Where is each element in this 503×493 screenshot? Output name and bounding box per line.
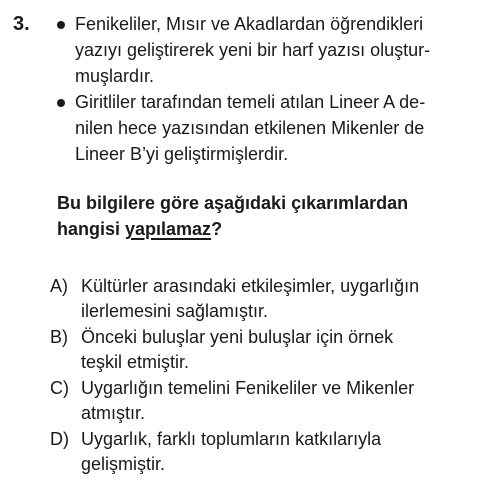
option-a-line-2: ilerlemesini sağlamıştır. <box>81 301 269 321</box>
bullet-1-line-1: Fenikeliler, Mısır ve Akadlardan öğrendikleri <box>75 14 424 34</box>
option-b-text <box>81 325 500 375</box>
info-bullet-1 <box>57 11 497 89</box>
prompt-line-1: Bu bilgilere göre aşağıdaki çıkarımlardan <box>57 193 409 213</box>
option-c-line-2: atmıştır. <box>81 403 146 423</box>
bullet-2-line-1: Giritliler tarafından temeli atılan Lineer A de- <box>75 92 426 112</box>
option-a-line-1: Kültürler arasındaki etkileşimler, uygarlığın <box>81 276 420 296</box>
prompt-keyword: yapılamaz <box>125 219 212 239</box>
answer-options <box>50 274 500 478</box>
info-bullets <box>57 11 497 167</box>
option-b-line-1: Önceki buluşlar yeni buluşlar için örnek <box>81 327 394 347</box>
option-c-line-1: Uygarlığın temelini Fenikeliler ve Mikenler <box>81 378 415 398</box>
option-d-text <box>81 427 500 477</box>
option-a-text <box>81 274 500 324</box>
question-prompt <box>57 190 497 242</box>
option-b-letter: B) <box>50 327 68 347</box>
option-d-line-2: gelişmiştir. <box>81 454 166 474</box>
option-c-text <box>81 376 500 426</box>
option-d-line-1: Uygarlık, farklı toplumların katkılarıyla <box>81 429 382 449</box>
option-b-line-2: teşkil etmiştir. <box>81 352 190 372</box>
prompt-suffix: ? <box>211 219 223 239</box>
bullet-1-line-3: muşlardır. <box>75 66 155 86</box>
prompt-line-2 <box>57 216 497 242</box>
bullet-dot-icon <box>57 99 65 107</box>
option-c-letter: C) <box>50 378 69 398</box>
option-d-letter: D) <box>50 429 69 449</box>
option-c[interactable] <box>50 376 500 426</box>
option-a[interactable] <box>50 274 500 324</box>
option-a-letter: A) <box>50 276 68 296</box>
bullet-1-line-2: yazıyı geliştirerek yeni bir harf yazısı oluştur- <box>75 40 431 60</box>
option-d[interactable] <box>50 427 500 477</box>
question-number: 3. <box>13 13 30 35</box>
bullet-2-line-3: Lineer B’yi geliştirmişlerdir. <box>75 144 289 164</box>
bullet-dot-icon <box>57 21 65 29</box>
info-bullet-2 <box>57 89 497 167</box>
prompt-prefix: hangisi <box>57 219 126 239</box>
bullet-2-line-2: nilen hece yazısından etkilenen Mikenler de <box>75 118 425 138</box>
option-b[interactable] <box>50 325 500 375</box>
